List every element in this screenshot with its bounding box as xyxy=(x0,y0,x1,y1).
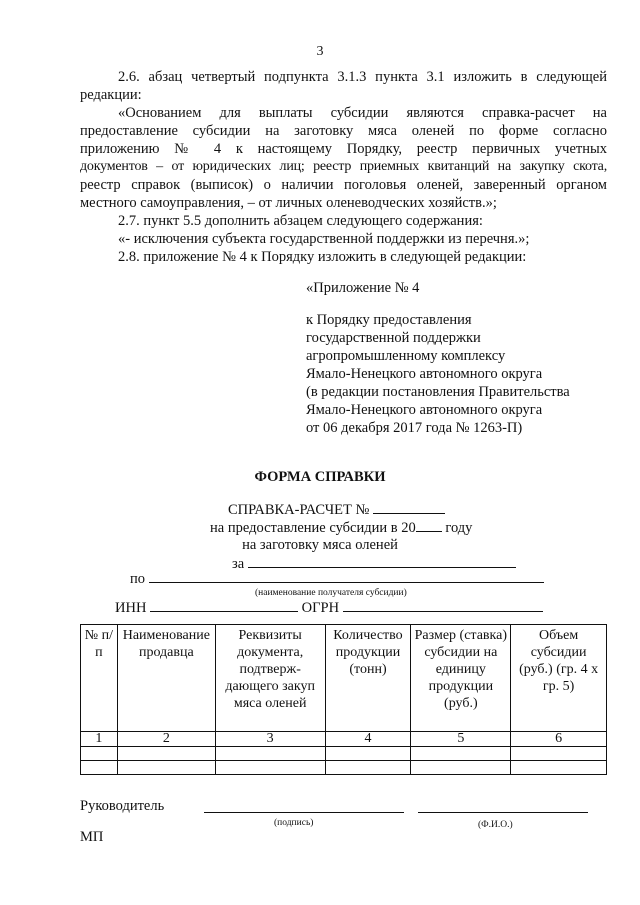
quote-line-2: предоставление субсидии на заготовку мяса оленей по форме согласно xyxy=(80,123,607,139)
column-number: 3 xyxy=(215,732,325,747)
quote-line-5: реестр справок (выписок) о наличии поголовья оленей, заверенный органом xyxy=(80,177,607,193)
recipient-line xyxy=(130,570,544,588)
column-header: Размер (ставка) субсидии на единицу продукции (руб.) xyxy=(411,625,511,732)
recipient-caption: (наименование получателя субсидии) xyxy=(255,588,407,598)
column-number: 2 xyxy=(117,732,215,747)
column-header: Объем субсидии (руб.) (гр. 4 х гр. 5) xyxy=(511,625,607,732)
table-cell xyxy=(117,761,215,775)
table-cell xyxy=(411,761,511,775)
appendix-line-1: к Порядку предоставления xyxy=(306,312,472,328)
table-cell xyxy=(411,747,511,761)
column-number: 6 xyxy=(511,732,607,747)
column-number: 1 xyxy=(81,732,118,747)
table-header-row xyxy=(81,625,607,732)
page-number: 3 xyxy=(316,44,324,59)
appendix-line-7: от 06 декабря 2017 года № 1263-П) xyxy=(306,420,523,436)
appendix-line-2: государственной поддержки xyxy=(306,330,481,346)
appendix-line-6: Ямало-Ненецкого автономного округа xyxy=(306,402,543,418)
appendix-line-5: (в редакции постановления Правительства xyxy=(306,384,570,400)
table-cell xyxy=(215,761,325,775)
table-row xyxy=(81,761,607,775)
column-number: 4 xyxy=(325,732,411,747)
column-number-row xyxy=(81,732,607,747)
name-caption: (Ф.И.О.) xyxy=(478,820,513,830)
seal-label: МП xyxy=(80,829,104,845)
head-label: Руководитель xyxy=(80,798,165,814)
inn-field xyxy=(150,599,298,612)
certificate-year-line xyxy=(210,519,472,537)
paragraph-2-7: 2.7. пункт 5.5 дополнить абзацем следующего содержания: xyxy=(118,213,483,229)
table-cell xyxy=(215,747,325,761)
table-cell xyxy=(325,747,411,761)
certificate-header xyxy=(228,501,445,519)
table-cell xyxy=(81,761,118,775)
quote-line-4: документов – от юридических лиц; реестр приемных квитанций на закупку скота, xyxy=(80,159,607,174)
table-cell xyxy=(511,747,607,761)
table-row xyxy=(81,747,607,761)
column-header: Наименование продавца xyxy=(117,625,215,732)
period-field xyxy=(248,555,516,568)
paragraph-2-6-line2: редакции: xyxy=(80,87,142,103)
year-field xyxy=(416,519,442,532)
po-label: по xyxy=(130,571,146,587)
inn-ogrn-line xyxy=(115,599,543,617)
form-title: ФОРМА СПРАВКИ xyxy=(254,469,386,485)
table-cell xyxy=(511,761,607,775)
appendix-line-3: агропромышленному комплексу xyxy=(306,348,506,364)
signature-caption: (подпись) xyxy=(274,818,314,828)
column-header: Количество продукции (тонн) xyxy=(325,625,411,732)
name-line xyxy=(418,812,588,813)
certificate-number-field xyxy=(373,501,445,514)
recipient-field xyxy=(149,570,544,583)
column-header: № п/п xyxy=(81,625,118,732)
table-cell xyxy=(81,747,118,761)
year-prefix-text: на предоставление субсидии в 20 xyxy=(210,520,416,536)
column-header: Реквизиты документа, подтверж-дающего закуп мяса оленей xyxy=(215,625,325,732)
inn-label: ИНН xyxy=(115,600,147,616)
appendix-title: «Приложение № 4 xyxy=(306,280,420,296)
column-number: 5 xyxy=(411,732,511,747)
appendix-line-4: Ямало-Ненецкого автономного округа xyxy=(306,366,543,382)
signature-line xyxy=(204,812,404,813)
paragraph-2-8: 2.8. приложение № 4 к Порядку изложить в следующей редакции: xyxy=(118,249,527,265)
certificate-subject: на заготовку мяса оленей xyxy=(242,537,398,553)
za-label: за xyxy=(232,556,245,572)
subsidy-table xyxy=(80,624,607,775)
quote-line-1: «Основанием для выплаты субсидии являются справка-расчет на xyxy=(118,105,607,121)
certificate-title: СПРАВКА-РАСЧЕТ № xyxy=(228,502,370,518)
paragraph-2-7-quote: «- исключения субъекта государственной поддержки из перечня.»; xyxy=(118,231,530,247)
quote-line-6: местного самоуправления, – от личных оленеводческих хозяйств.»; xyxy=(80,195,497,211)
year-suffix-text: году xyxy=(445,520,473,536)
paragraph-2-6-line1: 2.6. абзац четвертый подпункта 3.1.3 пункта 3.1 изложить в следующей xyxy=(118,69,607,85)
ogrn-label: ОГРН xyxy=(301,600,340,616)
ogrn-field xyxy=(343,599,543,612)
quote-line-3: приложению № 4 к настоящему Порядку, реестр первичных учетных xyxy=(80,141,607,157)
table-cell xyxy=(117,747,215,761)
table-cell xyxy=(325,761,411,775)
